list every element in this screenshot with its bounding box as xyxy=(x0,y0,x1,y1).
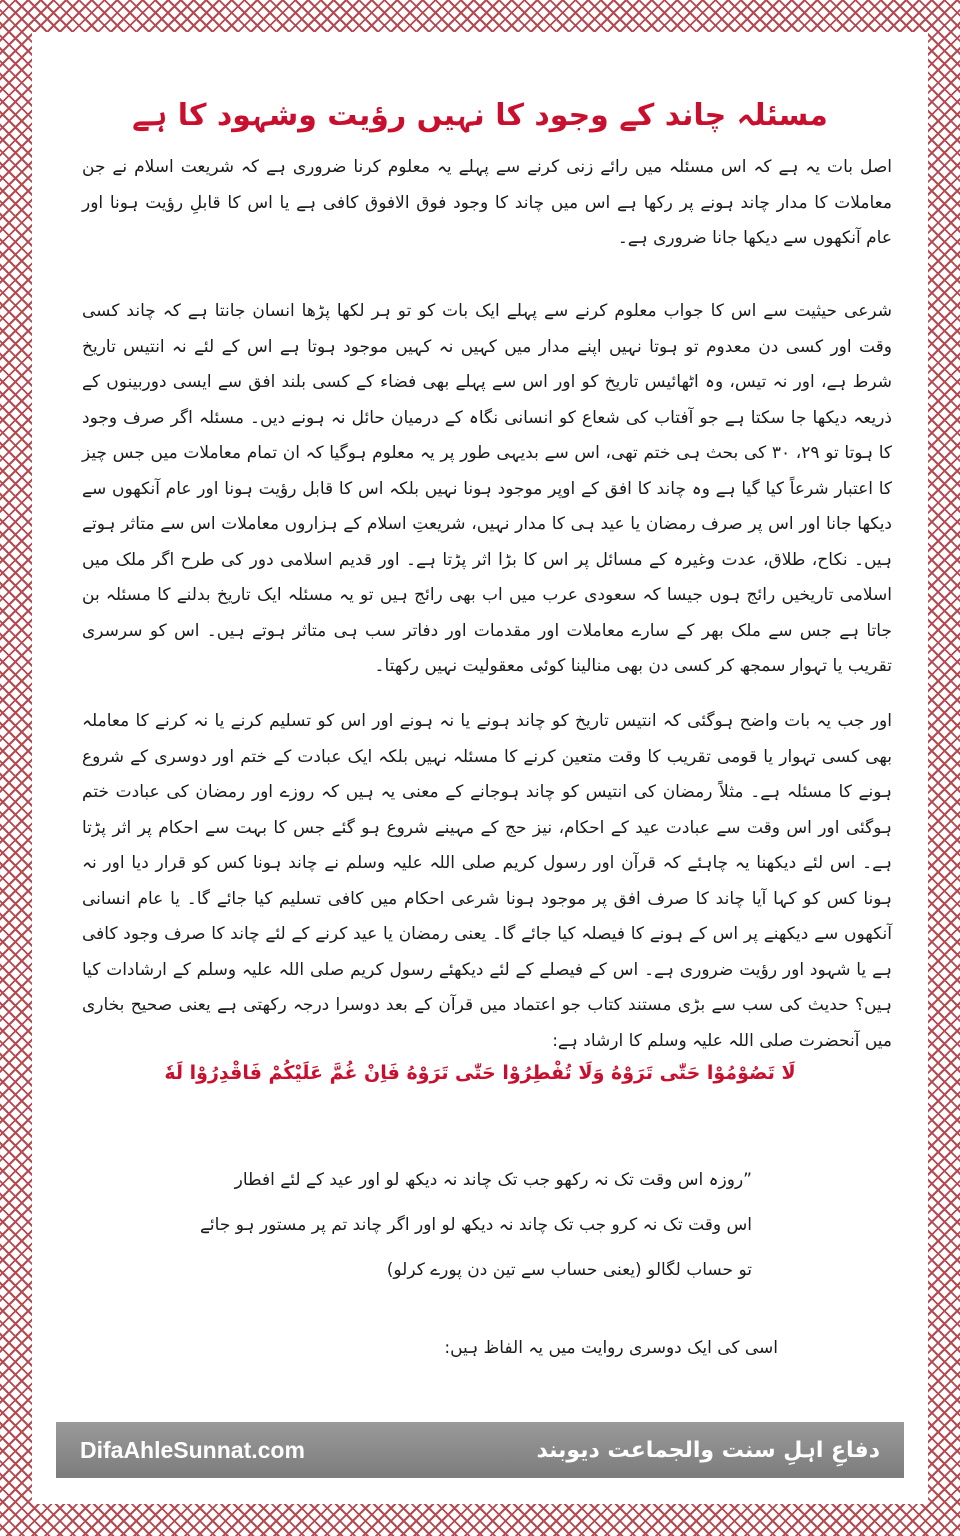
paragraph-1: اصل بات یہ ہے کہ اس مسئلہ میں رائے زنی کرنے سے پہلے یہ معلوم کرنا ضروری ہے کہ شریعت اسلام نے جن معاملات کا مدار چاند ہونے پر رکھا ہے اس میں چاند کا وجود فوق الافوق کافی ہے یا اس کا قابلِ رؤیت ہونا اور عام آنکھوں سے دیکھا جانا ضروری ہے۔ xyxy=(82,157,892,248)
footer-brand-name: دفاعِ اہلِ سنت والجماعت دیوبند xyxy=(536,1437,880,1463)
translation-line: ”روزہ اس وقت تک نہ رکھو جب تک چاند نہ دیکھ لو اور عید کے لئے افطار xyxy=(234,1170,752,1190)
footer-website-link[interactable]: DifaAhleSunnat.com xyxy=(80,1436,305,1463)
closing-note: اسی کی ایک دوسری روایت میں یہ الفاظ ہیں: xyxy=(444,1338,778,1358)
paragraph-3: اور جب یہ بات واضح ہوگئی کہ انتیس تاریخ کو چاند ہونے یا نہ ہونے اور اس کو تسلیم کرنے یا نہ کرنے کا معاملہ بھی کسی تہوار یا قومی تقریب کا وقت متعین کرنے کا مسئلہ نہیں بلکہ ایک عبادت کے ختم اور دوسری کے شروع ہونے کا مسئلہ ہے۔ مثلاً رمضان کی انتیس کو چاند ہوجانے کے معنی یہ ہیں کہ روزے اور رمضان کی عبادت ختم ہوگئی اور اس وقت سے عبادت عید کے احکام، نیز حج کے مہینے شروع ہو گئے جس کا بہت سے احکام پر اثر پڑتا ہے۔ اس لئے دیکھنا یہ چاہئے کہ قرآن اور رسول کریم صلی اللہ علیہ وسلم نے چاند ہونا کس کو قرار دیا اور نہ ہونا کس کو کہا آیا چاند کا صرف افق پر موجود ہونا شرعی احکام میں کافی تسلیم کیا جائے گا۔ یا عام انسانی آنکھوں سے دیکھنے پر اس کے ہونے کا فیصلہ کیا جائے گا۔ یعنی رمضان یا عید کرنے کے لئے چاند کا صرف وجود کافی ہے یا شہود اور رؤیت ضروری ہے۔ اس کے فیصلے کے لئے دیکھئے رسول کریم صلی اللہ علیہ وسلم کے ارشادات کیا ہیں؟ حدیث کی سب سے بڑی مستند کتاب جو اعتماد میں قرآن کے بعد دوسرا درجہ رکھتی ہے یعنی صحیح بخاری میں آنحضرت صلی اللہ علیہ وسلم کا ارشاد ہے: xyxy=(82,711,892,1051)
hadith-translation xyxy=(199,1158,752,1293)
footer-bar xyxy=(56,1422,904,1478)
paragraph-2: شرعی حیثیت سے اس کا جواب معلوم کرنے سے پہلے ایک بات کو تو ہر لکھا پڑھا انسان جانتا ہے کہ چاند کسی وقت اور کسی دن معدوم تو ہوتا نہیں اپنے مدار میں کہیں نہ کہیں موجود ہوتا ہے اس کے لئے نہ انتیس تاریخ شرط ہے، اور نہ تیس، وہ اٹھائیس تاریخ کو اور اس سے پہلے بھی فضاء کے کسی بلند افق سے ایسی دوربینوں کے ذریعہ دیکھا جا سکتا ہے جو آفتاب کی شعاع کو انسانی نگاہ کے درمیان حائل نہ ہونے دیں۔ مسئلہ اگر صرف وجود کا ہوتا تو ۲۹، ۳۰ کی بحث ہی ختم تھی، اس سے بدیہی طور پر یہ معلوم ہوگیا کہ ان تمام معاملات میں جس چیز کا اعتبار شرعاً کیا گیا ہے وہ چاند کا افق کے اوپر موجود ہونا نہیں بلکہ اس کا قابل رؤیت ہونا اور عام آنکھوں سے دیکھا جانا اور اس پر صرف رمضان یا عید ہی کا مدار نہیں، شریعتِ اسلام کے ہزاروں معاملات اس سے متاثر ہوتے ہیں۔ نکاح، طلاق، عدت وغیرہ کے مسائل پر اس کا بڑا اثر پڑتا ہے۔ اور قدیم اسلامی دور کی طرح اگر ملک میں اسلامی تاریخیں رائج ہوں جیسا کہ سعودی عرب میں اب بھی رائج ہیں تو یہ مسئلہ ایک تاریخ بدلنے کا مسئلہ بن جاتا ہے جس سے ملک بھر کے سارے معاملات اور مقدمات اور دفاتر سب ہی متاثر ہوتے ہیں۔ اس کو سرسری تقریب یا تہوار سمجھ کر کسی دن بھی منالینا کوئی معقولیت نہیں رکھتا۔ xyxy=(82,301,892,676)
translation-line: اس وقت تک نہ کرو جب تک چاند نہ دیکھ لو اور اگر چاند تم پر مستور ہو جائے xyxy=(199,1215,752,1235)
hadith-arabic-text: لَا تَصُوْمُوْا حَتّٰی تَرَوْهُ وَلَا تُفْطِرُوْا حَتّٰی تَرَوْهُ فَاِنْ غُمَّ عَلَيْكُمْ فَاقْدِرُوْا لَهٗ xyxy=(164,1062,796,1084)
page-title: مسئلہ چاند کے وجود کا نہیں رؤیت وشہود کا ہے xyxy=(132,98,828,133)
translation-line: تو حساب لگالو (یعنی حساب سے تین دن پورے کرلو) xyxy=(386,1260,752,1280)
page-paper xyxy=(32,32,928,1504)
